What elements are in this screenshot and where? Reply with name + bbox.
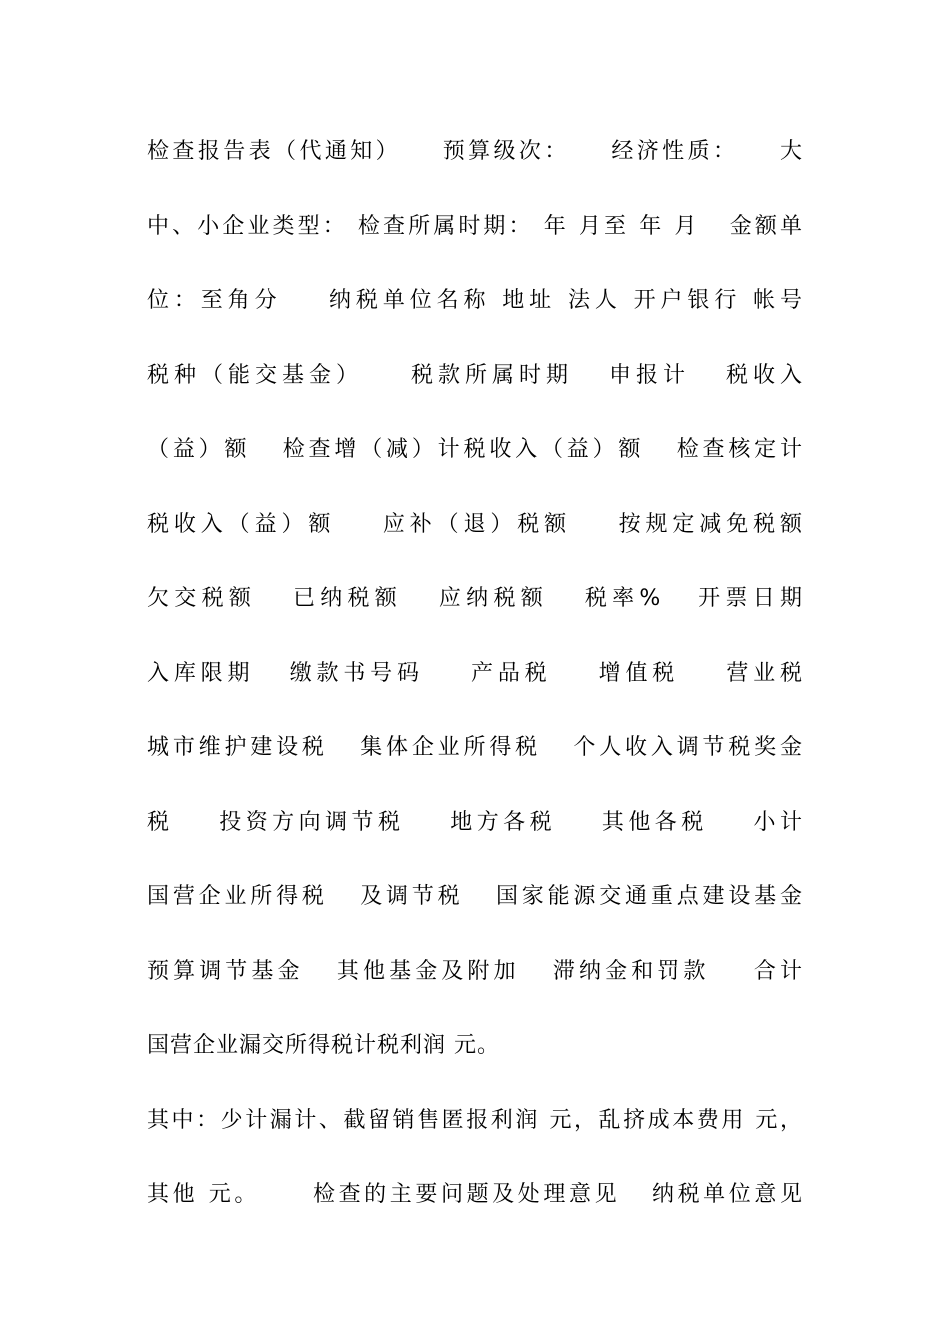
text-line: 税种（能交基金） 税款所属时期 申报计 税收入: [147, 362, 803, 388]
text-line: 预算调节基金 其他基金及附加 滞纳金和罚款 合计: [147, 958, 803, 984]
text-line: 入库限期 缴款书号码 产品税 增值税 营业税: [147, 660, 803, 686]
text-line: 税收入（益）额 应补（退）税额 按规定减免税额: [147, 511, 803, 537]
text-line: （益）额 检查增（减）计税收入（益）额 检查核定计: [147, 437, 803, 462]
text-line: 国营企业所得税 及调节税 国家能源交通重点建设基金: [147, 884, 803, 909]
body-text: [147, 127, 803, 1245]
text-line: 国营企业漏交所得税计税利润 元。: [147, 1033, 500, 1058]
text-line: 欠交税额 已纳税额 应纳税额 税率% 开票日期: [147, 586, 803, 611]
text-line: 检查报告表（代通知） 预算级次： 经济性质： 大: [147, 139, 803, 164]
text-line: 位：至角分 纳税单位名称 地址 法人 开户银行 帐号: [147, 288, 803, 313]
text-line: 城市维护建设税 集体企业所得税 个人收入调节税奖金: [147, 735, 803, 760]
text-line: 其中：少计漏计、截留销售匿报利润 元，乱挤成本费用 元，: [147, 1107, 803, 1133]
text-line: 中、小企业类型： 检查所属时期： 年 月至 年 月 金额单: [147, 213, 803, 239]
text-line: 税 投资方向调节税 地方各税 其他各税 小计: [147, 809, 803, 835]
text-line: 其他 元。 检查的主要问题及处理意见 纳税单位意见: [147, 1182, 803, 1207]
